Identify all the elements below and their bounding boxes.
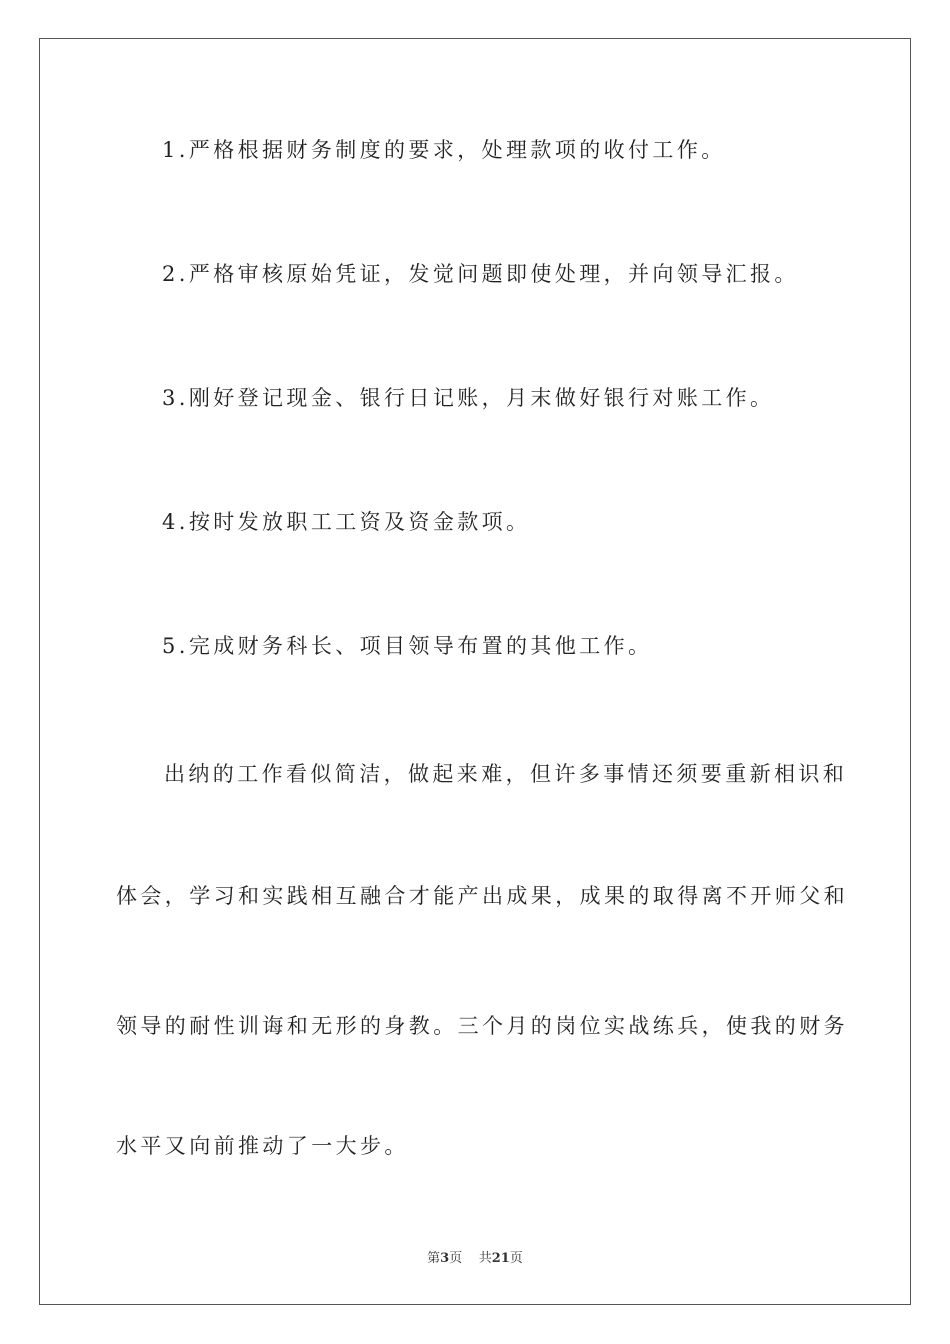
list-item-3: 3.刚好登记现金、银行日记账，月末做好银行对账工作。 [162, 386, 775, 410]
page-footer [0, 1247, 950, 1266]
page-suffix: 页 [449, 1251, 463, 1266]
total-suffix: 页 [509, 1251, 523, 1266]
list-item-5: 5.完成财务科长、项目领导布置的其他工作。 [162, 634, 653, 658]
list-item-2: 2.严格审核原始凭证，发觉问题即使处理，并向领导汇报。 [162, 262, 799, 286]
list-item-1: 1.严格根据财务制度的要求，处理款项的收付工作。 [162, 138, 726, 162]
paragraph-line-4: 水平又向前推动了一大步。 [116, 1134, 409, 1158]
list-item-4: 4.按时发放职工工资及资金款项。 [162, 510, 531, 534]
page-border [39, 38, 911, 1305]
page-prefix: 第 [427, 1251, 441, 1266]
paragraph-line-2: 体会，学习和实践相互融合才能产出成果，成果的取得离不开师父和 [116, 884, 848, 908]
paragraph-line-3: 领导的耐性训诲和无形的身教。三个月的岗位实战练兵，使我的财务 [116, 1014, 848, 1038]
total-prefix: 共 [478, 1251, 492, 1266]
page-total-number: 21 [491, 1251, 510, 1266]
paragraph-line-1: 出纳的工作看似简洁，做起来难，但许多事情还须要重新相识和 [164, 762, 848, 786]
page-current-number: 3 [440, 1251, 450, 1266]
